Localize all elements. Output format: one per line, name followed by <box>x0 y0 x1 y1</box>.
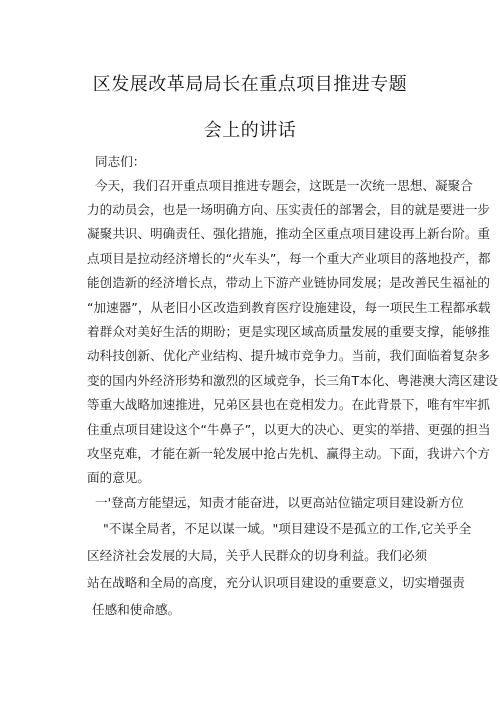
paragraph-1-line: 攻坚克难，才能在新一轮发展中抢占先机、赢得主动。下面，我讲六个方 <box>87 446 490 461</box>
section-heading: 一'登高方能望远，知责才能奋进，以更高站位锚定项目建设新方位 <box>95 495 464 510</box>
paragraph-1-line: 能创造新的经济增长点，带动上下游产业链协同发展；是改善民生福祉的 <box>87 275 490 290</box>
paragraph-1-line: 今天，我们召开重点项目推进专题会，这既是一次统一思想、凝聚合 <box>95 178 473 193</box>
paragraph-2-line: 站在战略和全局的高度，充分认识项目建设的重要意义，切实增强责 <box>87 575 465 590</box>
paragraph-1-line: 变的国内外经济形势和激烈的区域竞争，长三角T本化、粤港澳大湾区建设 <box>87 373 498 388</box>
paragraph-1-line: 动科技创新、优化产业结构、提升城市竞争力。当前，我们面临着复杂多 <box>87 348 490 363</box>
paragraph-1-line: 面的意见。 <box>87 470 150 485</box>
paragraph-2-line: 任感和使命感。 <box>92 602 181 617</box>
paragraph-2-line: "不谋全局者，不足以谋一域。"项目建设不是孤立的工作,它关乎全 <box>103 521 472 536</box>
paragraph-1-line: 力的动员会，也是一场明确方向、压实责任的部署会，目的就是要进一步 <box>87 202 490 217</box>
paragraph-2-line: 区经济社会发展的大局，关乎人民群众的切身利益。我们必须 <box>87 548 428 563</box>
document-title-line-1: 区发展改革局局长在重点项目推进专题 <box>92 74 408 95</box>
paragraph-1-line: 着群众对美好生活的期盼；更是实现区域高质量发展的重要支撑，能够推 <box>87 324 490 339</box>
document-title-line-2: 会上的讲话 <box>203 120 297 141</box>
paragraph-1-line: 住重点项目建设这个“牛鼻子”，以更大的决心、更实的举措、更强的担当 <box>87 422 491 437</box>
paragraph-1-line: “加速器”，从老旧小区改造到教育医疗设施建设，每一项民生工程都承载 <box>87 300 491 315</box>
paragraph-1-line: 等重大战略加速推进，兄弟区县也在竞相发力。在此背景下，唯有牢牢抓 <box>87 397 490 412</box>
salutation: 同志们： <box>95 154 146 169</box>
paragraph-1-line: 点项目是拉动经济增长的“火车头”，每一个重大产业项目的落地投产，都 <box>87 251 491 266</box>
paragraph-1-line: 凝聚共识、明确责任、强化措施，推动全区重点项目建设再上新台阶。重 <box>87 226 490 241</box>
